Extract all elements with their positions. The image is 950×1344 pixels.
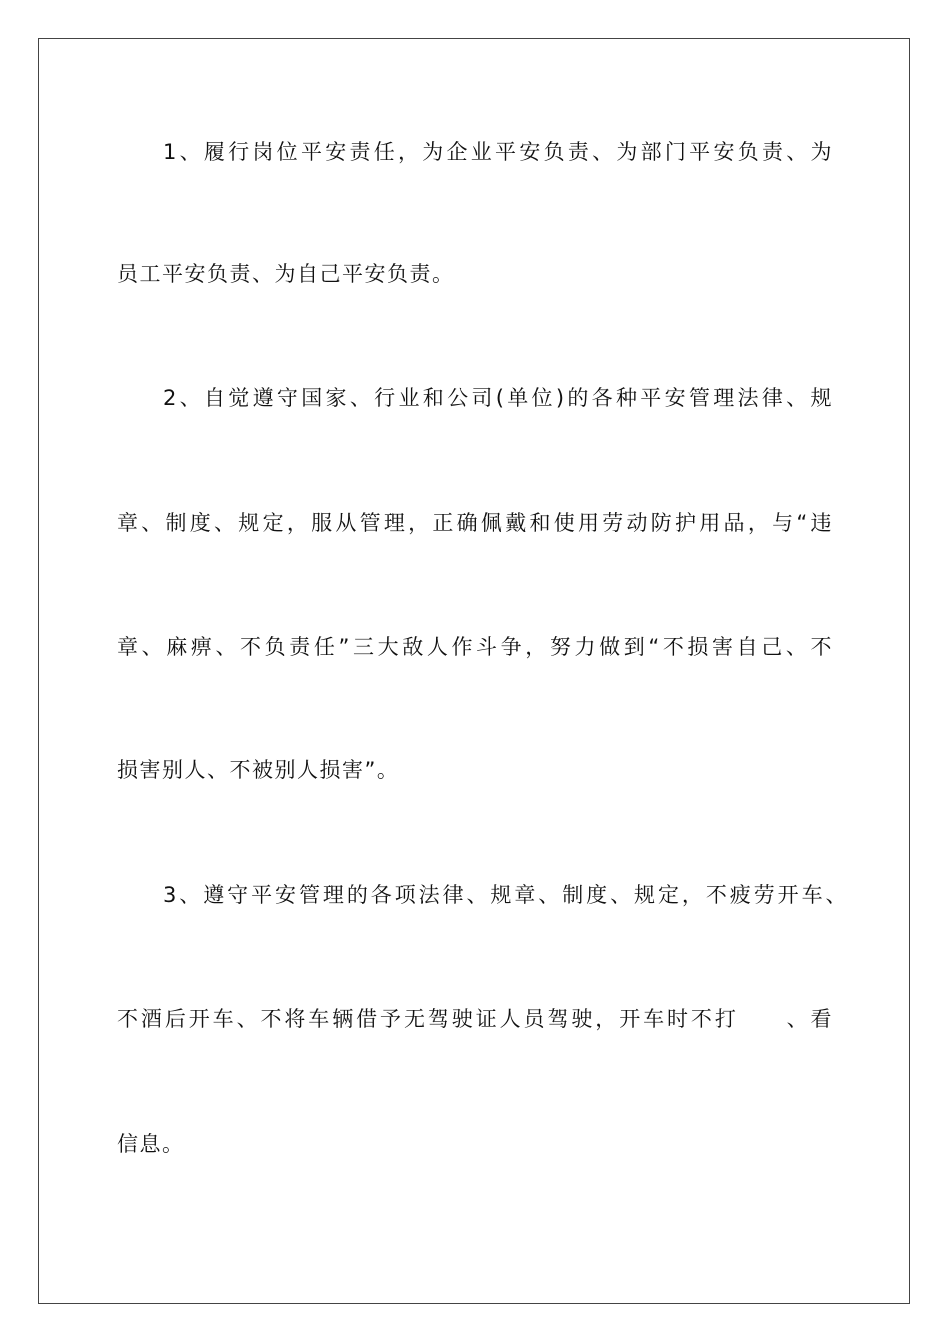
paragraph-1-line-2: 员工平安负责、为自己平安负责。 bbox=[117, 262, 455, 286]
paragraph-3-line-2: 不酒后开车、不将车辆借予无驾驶证人员驾驶，开车时不打 、看 bbox=[117, 1007, 833, 1031]
paragraph-2-line-1: 2、自觉遵守国家、行业和公司(单位)的各种平安管理法律、规 bbox=[163, 386, 833, 410]
page-frame bbox=[38, 38, 910, 1304]
paragraph-3-line-1: 3、遵守平安管理的各项法律、规章、制度、规定，不疲劳开车、 bbox=[163, 883, 848, 907]
paragraph-2-line-4: 损害别人、不被别人损害”。 bbox=[117, 758, 400, 782]
paragraph-3-line-3: 信息。 bbox=[117, 1132, 185, 1156]
paragraph-2-line-3: 章、麻痹、不负责任”三大敌人作斗争，努力做到“不损害自己、不 bbox=[117, 635, 833, 659]
paragraph-1-line-1: 1、履行岗位平安责任，为企业平安负责、为部门平安负责、为 bbox=[163, 140, 833, 164]
paragraph-2-line-2: 章、制度、规定，服从管理，正确佩戴和使用劳动防护用品，与“违 bbox=[117, 511, 833, 535]
